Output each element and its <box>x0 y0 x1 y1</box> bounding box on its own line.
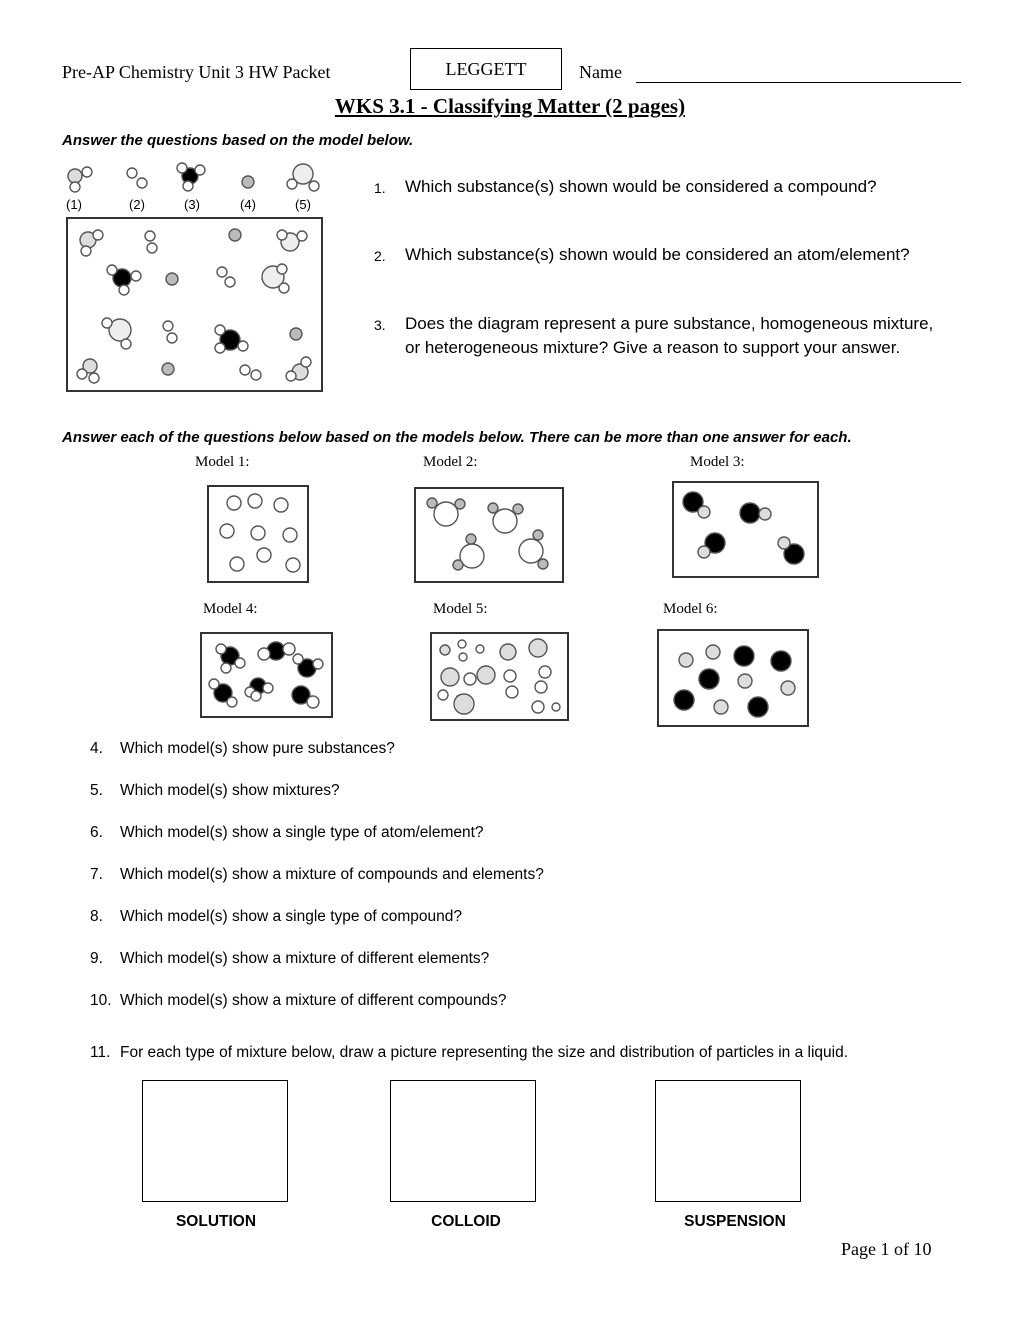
question-2-number: 2. <box>374 248 386 264</box>
substance-label-5: (5) <box>295 197 311 212</box>
page-number: Page 1 of 10 <box>841 1239 932 1259</box>
question-11 <box>90 1044 848 1062</box>
question-10-number: 10. <box>90 992 112 1009</box>
substance-label-3: (3) <box>184 197 200 212</box>
legend-substance-5 <box>287 164 319 191</box>
question-8 <box>90 908 462 926</box>
suspension-drawing-box[interactable] <box>655 1080 801 1202</box>
question-8-number: 8. <box>90 908 103 925</box>
name-label: Name <box>579 62 622 82</box>
model-6-label: Model 6: <box>663 601 718 617</box>
question-1-text: Which substance(s) shown would be considered a compound? <box>405 177 877 196</box>
mixture-particles <box>77 229 311 383</box>
question-4 <box>90 740 395 758</box>
question-4-text: Which model(s) show pure substances? <box>120 740 395 757</box>
question-3-number: 3. <box>374 317 386 333</box>
section1-instruction: Answer the questions based on the model below. <box>62 132 414 149</box>
colloid-label: COLLOID <box>431 1213 501 1230</box>
model-4-diagram <box>200 632 333 718</box>
model-5-diagram <box>430 632 569 721</box>
question-10 <box>90 992 507 1010</box>
model-2-diagram <box>414 487 564 583</box>
question-9-text: Which model(s) show a mixture of different elements? <box>120 950 490 967</box>
substance-label-2: (2) <box>129 197 145 212</box>
question-5 <box>90 782 340 800</box>
question-10-text: Which model(s) show a mixture of different compounds? <box>120 992 507 1009</box>
question-6-number: 6. <box>90 824 103 841</box>
question-1-number: 1. <box>374 180 386 196</box>
model-5-label: Model 5: <box>433 601 488 617</box>
question-5-number: 5. <box>90 782 103 799</box>
legend-substance-3 <box>177 163 205 191</box>
question-8-text: Which model(s) show a single type of compound? <box>120 908 463 925</box>
question-6-text: Which model(s) show a single type of atom/element? <box>120 824 484 841</box>
question-11-text: For each type of mixture below, draw a picture representing the size and distribution of particles in a liquid. <box>120 1044 849 1061</box>
legend-substance-4 <box>242 176 254 188</box>
model-3-label: Model 3: <box>690 454 745 470</box>
question-6 <box>90 824 484 842</box>
legend-substance-1 <box>68 167 92 192</box>
model-6-diagram <box>657 629 809 727</box>
question-4-number: 4. <box>90 740 103 757</box>
question-7-number: 7. <box>90 866 103 883</box>
question-5-text: Which model(s) show mixtures? <box>120 782 340 799</box>
substance-label-1: (1) <box>66 197 82 212</box>
model-3-diagram <box>672 481 819 578</box>
solution-drawing-box[interactable] <box>142 1080 288 1202</box>
question-11-number: 11. <box>90 1044 111 1061</box>
suspension-label: SUSPENSION <box>684 1213 786 1230</box>
question-9 <box>90 950 489 968</box>
name-blank-line[interactable] <box>636 82 961 83</box>
colloid-drawing-box[interactable] <box>390 1080 536 1202</box>
question-7-text: Which model(s) show a mixture of compounds and elements? <box>120 866 544 883</box>
worksheet-title: WKS 3.1 - Classifying Matter (2 pages) <box>334 94 686 118</box>
legend-substance-2 <box>127 168 147 188</box>
model-2-label: Model 2: <box>423 454 478 470</box>
model-1-label: Model 1: <box>195 454 250 470</box>
question-2-text: Which substance(s) shown would be considered an atom/element? <box>405 245 910 264</box>
question-3-line2: or heterogeneous mixture? Give a reason to support your answer. <box>405 338 901 357</box>
question-7 <box>90 866 544 884</box>
teacher-name-box: LEGGETT <box>410 48 562 90</box>
solution-label: SOLUTION <box>175 1213 257 1230</box>
model-4-label: Model 4: <box>203 601 258 617</box>
section2-instruction: Answer each of the questions below based on the models below. There can be more than one answer for each. <box>62 429 852 446</box>
course-title: Pre-AP Chemistry Unit 3 HW Packet <box>62 62 331 82</box>
question-3-line1: Does the diagram represent a pure substance, homogeneous mixture, <box>405 314 934 333</box>
substance-model-diagram <box>60 158 330 398</box>
substance-label-4: (4) <box>240 197 256 212</box>
question-9-number: 9. <box>90 950 103 967</box>
model-1-diagram <box>207 485 309 583</box>
